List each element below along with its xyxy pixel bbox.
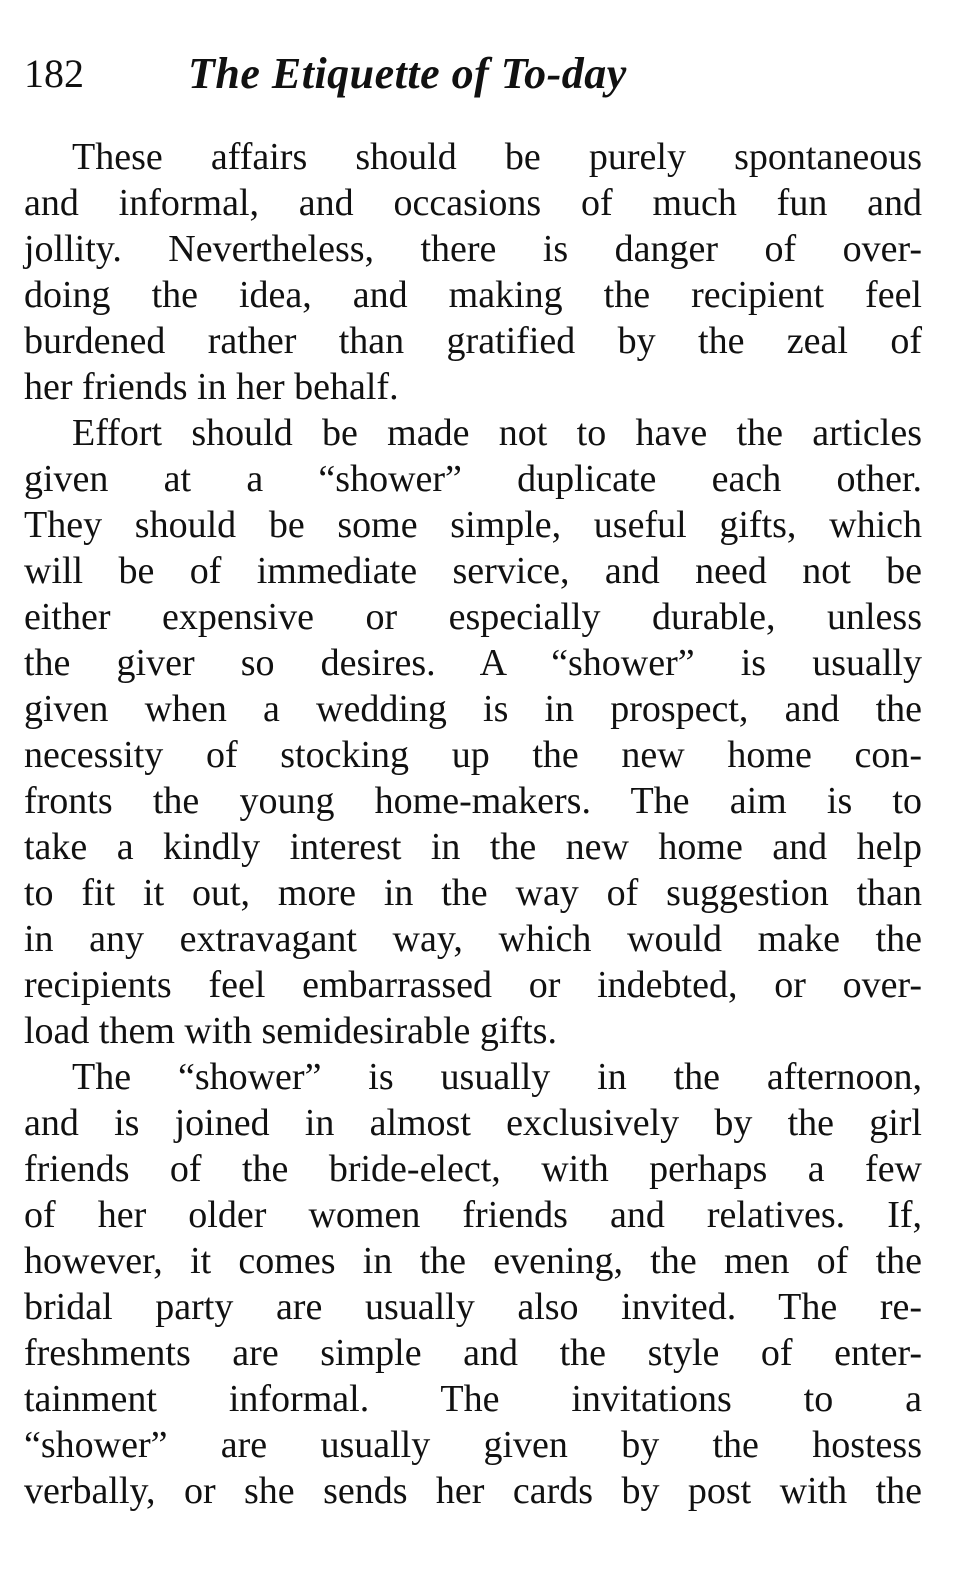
text-line: necessity of stocking up the new home con- <box>24 734 922 776</box>
text-line: “shower” are usually given by the hostess <box>24 1424 922 1466</box>
text-line: and informal, and occasions of much fun and <box>24 182 922 224</box>
running-title: The Etiquette of To-day <box>188 49 627 98</box>
text-line: They should be some simple, useful gifts, which <box>24 504 922 546</box>
paragraph-1 <box>24 134 922 410</box>
text-line: verbally, or she sends her cards by post with the <box>24 1470 922 1512</box>
body-text <box>24 134 922 1514</box>
page-header <box>24 44 924 104</box>
text-line: the giver so desires. A “shower” is usually <box>24 642 922 684</box>
paragraph-3 <box>24 1054 922 1514</box>
text-line: to fit it out, more in the way of suggestion than <box>24 872 922 914</box>
text-line: of her older women friends and relatives. If, <box>24 1194 922 1236</box>
text-line: bridal party are usually also invited. The re- <box>24 1286 922 1328</box>
text-line: given when a wedding is in prospect, and the <box>24 688 922 730</box>
text-line: jollity. Nevertheless, there is danger of over- <box>24 228 922 270</box>
text-line: load them with semidesirable gifts. <box>24 1010 557 1052</box>
text-line: These affairs should be purely spontaneous <box>72 136 922 178</box>
text-line: fronts the young home-makers. The aim is to <box>24 780 922 822</box>
text-line: her friends in her behalf. <box>24 366 399 408</box>
text-line: however, it comes in the evening, the men of the <box>24 1240 922 1282</box>
text-line: burdened rather than gratified by the zeal of <box>24 320 922 362</box>
text-line: tainment informal. The invitations to a <box>24 1378 922 1420</box>
text-line: will be of immediate service, and need not be <box>24 550 922 592</box>
text-line: freshments are simple and the style of enter- <box>24 1332 922 1374</box>
text-line: and is joined in almost exclusively by the girl <box>24 1102 922 1144</box>
text-line: doing the idea, and making the recipient feel <box>24 274 922 316</box>
text-line: The “shower” is usually in the afternoon, <box>72 1056 922 1098</box>
text-line: recipients feel embarrassed or indebted, or over- <box>24 964 922 1006</box>
text-line: friends of the bride-elect, with perhaps a few <box>24 1148 922 1190</box>
text-line: take a kindly interest in the new home and help <box>24 826 922 868</box>
text-line: either expensive or especially durable, unless <box>24 596 922 638</box>
text-line: given at a “shower” duplicate each other. <box>24 458 922 500</box>
text-line: Effort should be made not to have the articles <box>72 412 922 454</box>
paragraph-2 <box>24 410 922 1054</box>
text-line: in any extravagant way, which would make the <box>24 918 922 960</box>
page-number: 182 <box>24 51 84 96</box>
